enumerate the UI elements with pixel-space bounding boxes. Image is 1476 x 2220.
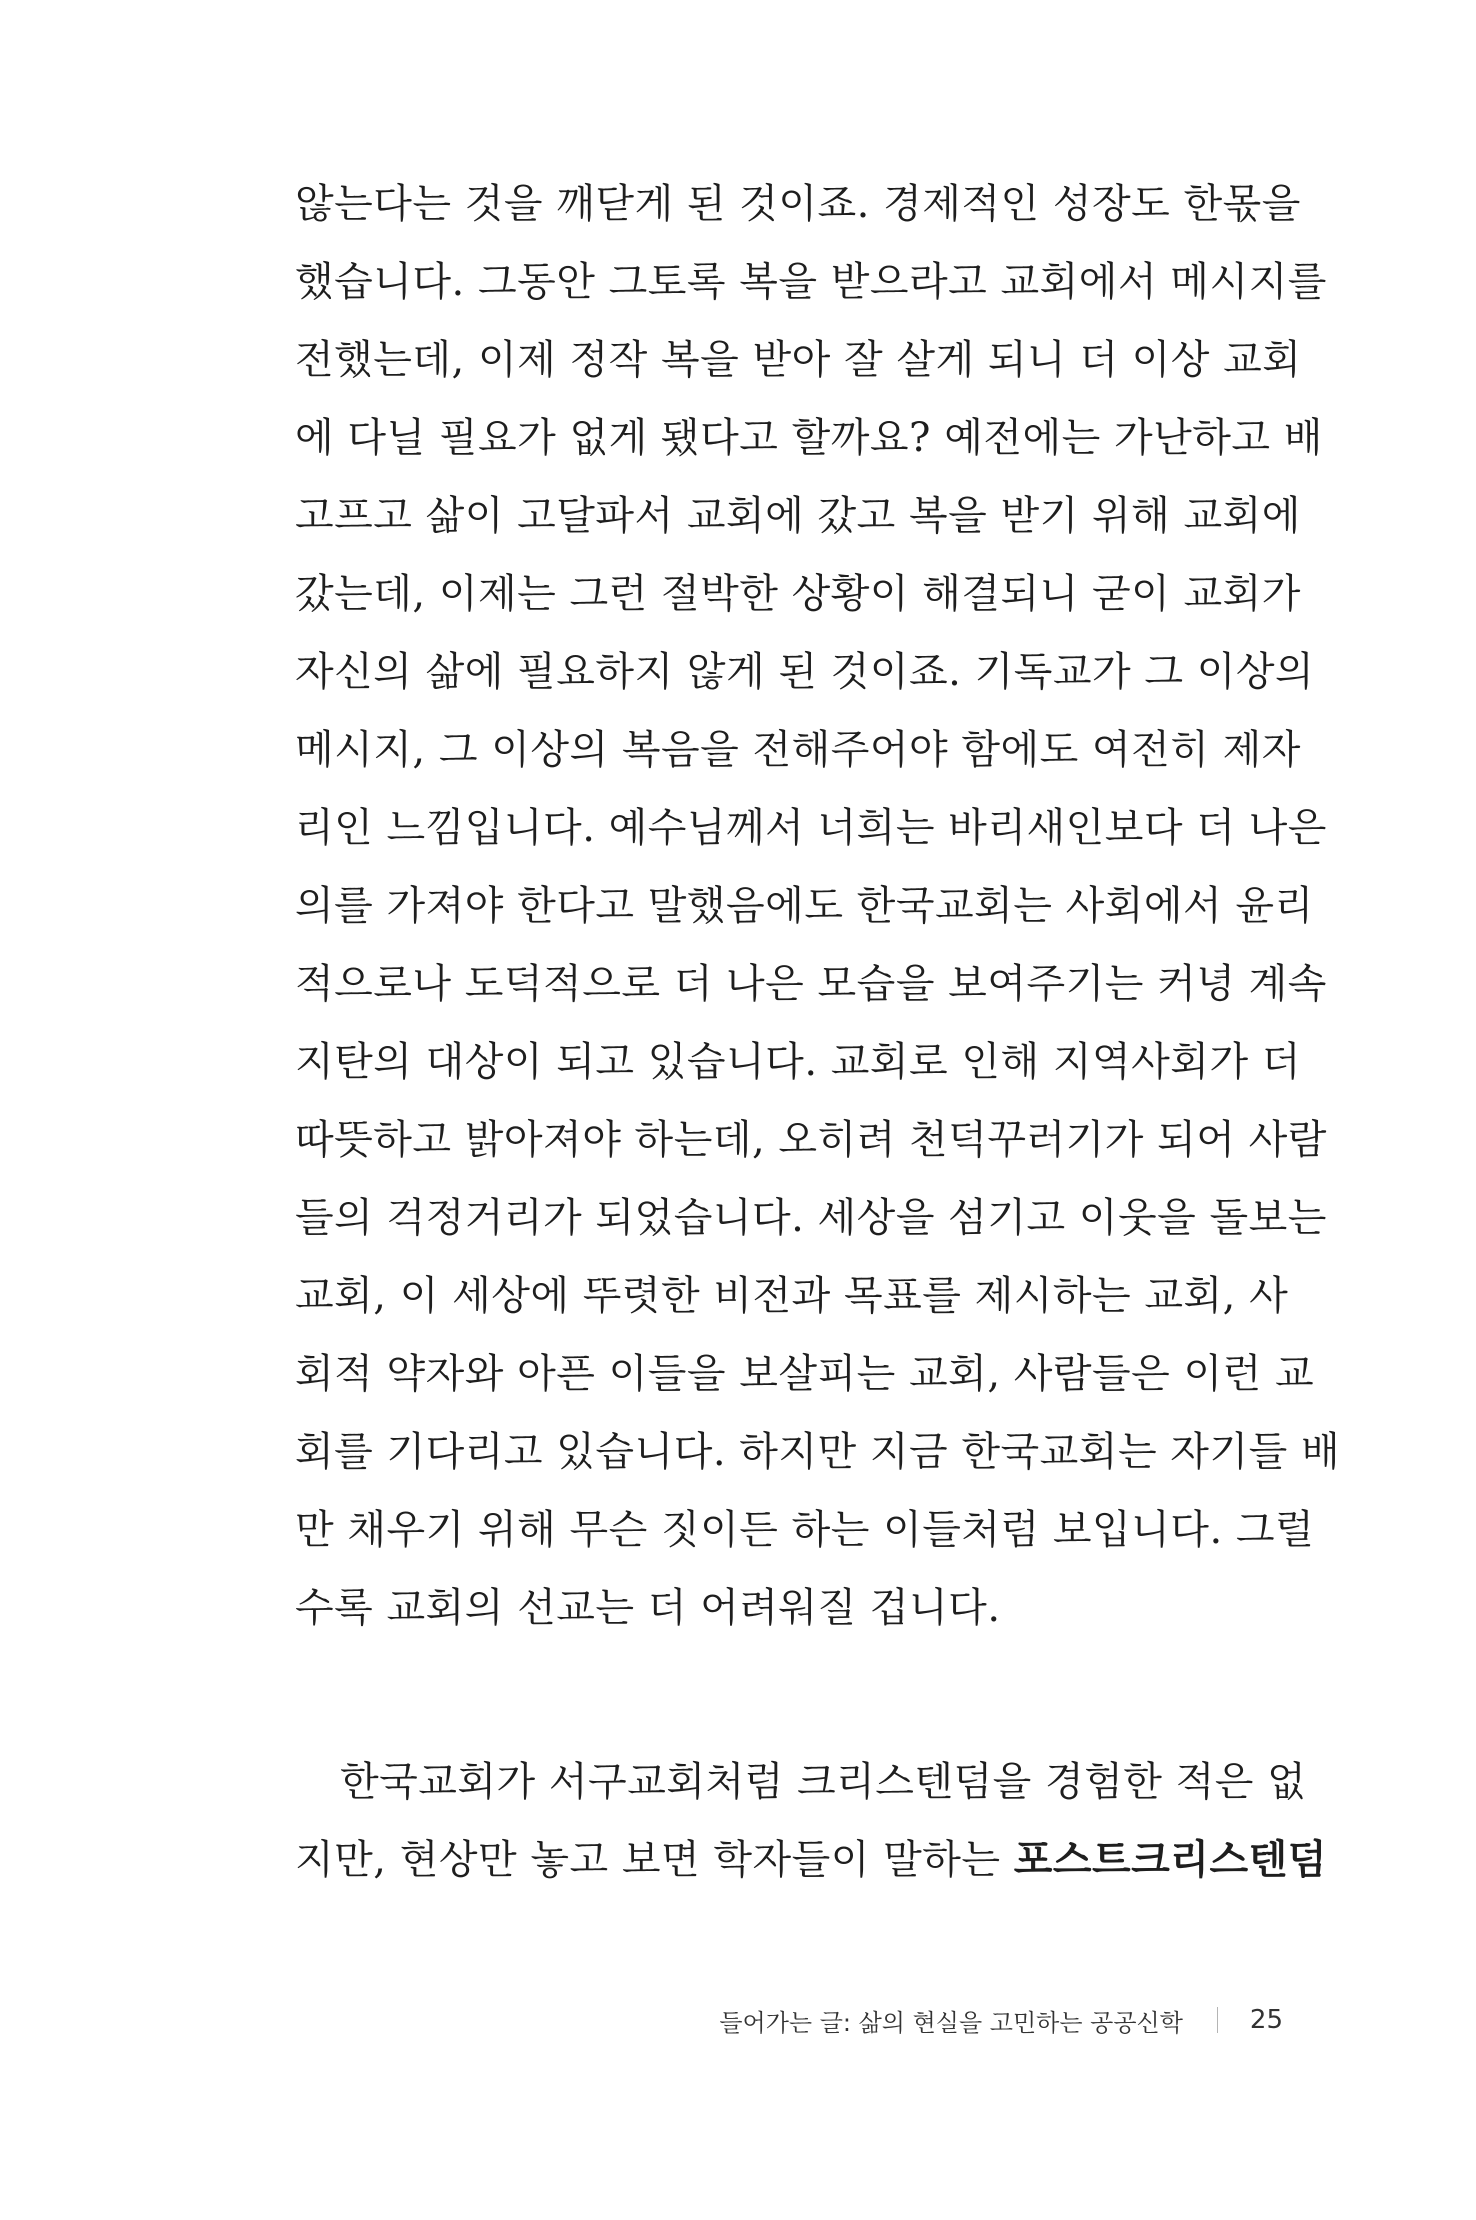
text-line: 따뜻하고 밝아져야 하는데, 오히려 천덕꾸러기가 되어 사람 bbox=[295, 1117, 1327, 1163]
body-text bbox=[295, 165, 1341, 1899]
text-line: 리인 느낌입니다. 예수님께서 너희는 바리새인보다 더 나은 bbox=[295, 805, 1327, 851]
text-span: 지만, 현상만 놓고 보면 학자들이 말하는 bbox=[295, 1837, 1014, 1883]
page-footer bbox=[0, 2000, 1283, 2040]
paragraph-gap bbox=[295, 1647, 1280, 1743]
paragraph-1 bbox=[295, 165, 1341, 1647]
text-line-last: 수록 교회의 선교는 더 어려워질 겁니다. bbox=[295, 1585, 1001, 1631]
text-line: 전했는데, 이제 정작 복을 받아 잘 살게 되니 더 이상 교회 bbox=[295, 337, 1302, 383]
text-line-with-emphasis bbox=[295, 1821, 1327, 1899]
text-line: 했습니다. 그동안 그토록 복을 받으라고 교회에서 메시지를 bbox=[295, 259, 1327, 305]
running-title: 들어가는 글: 삶의 현실을 고민하는 공공신학 bbox=[719, 2008, 1183, 2037]
text-line: 들의 걱정거리가 되었습니다. 세상을 섬기고 이웃을 돌보는 bbox=[295, 1195, 1327, 1241]
text-line: 않는다는 것을 깨닫게 된 것이죠. 경제적인 성장도 한몫을 bbox=[295, 181, 1301, 227]
text-line: 갔는데, 이제는 그런 절박한 상황이 해결되니 굳이 교회가 bbox=[295, 571, 1301, 617]
text-line: 적으로나 도덕적으로 더 나은 모습을 보여주기는 커녕 계속 bbox=[295, 961, 1327, 1007]
text-line: 고프고 삶이 고달파서 교회에 갔고 복을 받기 위해 교회에 bbox=[295, 493, 1301, 539]
text-line: 자신의 삶에 필요하지 않게 된 것이죠. 기독교가 그 이상의 bbox=[295, 649, 1315, 695]
bold-term: 포스트크리스텐덤 bbox=[1013, 1837, 1327, 1883]
text-line-indented: 한국교회가 서구교회처럼 크리스텐덤을 경험한 적은 없 bbox=[340, 1759, 1307, 1805]
text-line: 의를 가져야 한다고 말했음에도 한국교회는 사회에서 윤리 bbox=[295, 883, 1314, 929]
paragraph-2 bbox=[295, 1743, 1327, 1899]
text-line: 에 다닐 필요가 없게 됐다고 할까요? 예전에는 가난하고 배 bbox=[295, 415, 1323, 461]
text-line: 지탄의 대상이 되고 있습니다. 교회로 인해 지역사회가 더 bbox=[295, 1039, 1301, 1085]
footer-divider bbox=[1217, 2007, 1218, 2033]
text-line: 회적 약자와 아픈 이들을 보살피는 교회, 사람들은 이런 교 bbox=[295, 1351, 1315, 1397]
text-line: 메시지, 그 이상의 복음을 전해주어야 함에도 여전히 제자 bbox=[295, 727, 1301, 773]
text-line: 만 채우기 위해 무슨 짓이든 하는 이들처럼 보입니다. 그럴 bbox=[295, 1507, 1315, 1553]
text-line: 교회, 이 세상에 뚜렷한 비전과 목표를 제시하는 교회, 사 bbox=[295, 1273, 1289, 1319]
text-line: 회를 기다리고 있습니다. 하지만 지금 한국교회는 자기들 배 bbox=[295, 1429, 1341, 1475]
page-number: 25 bbox=[1249, 2005, 1283, 2035]
